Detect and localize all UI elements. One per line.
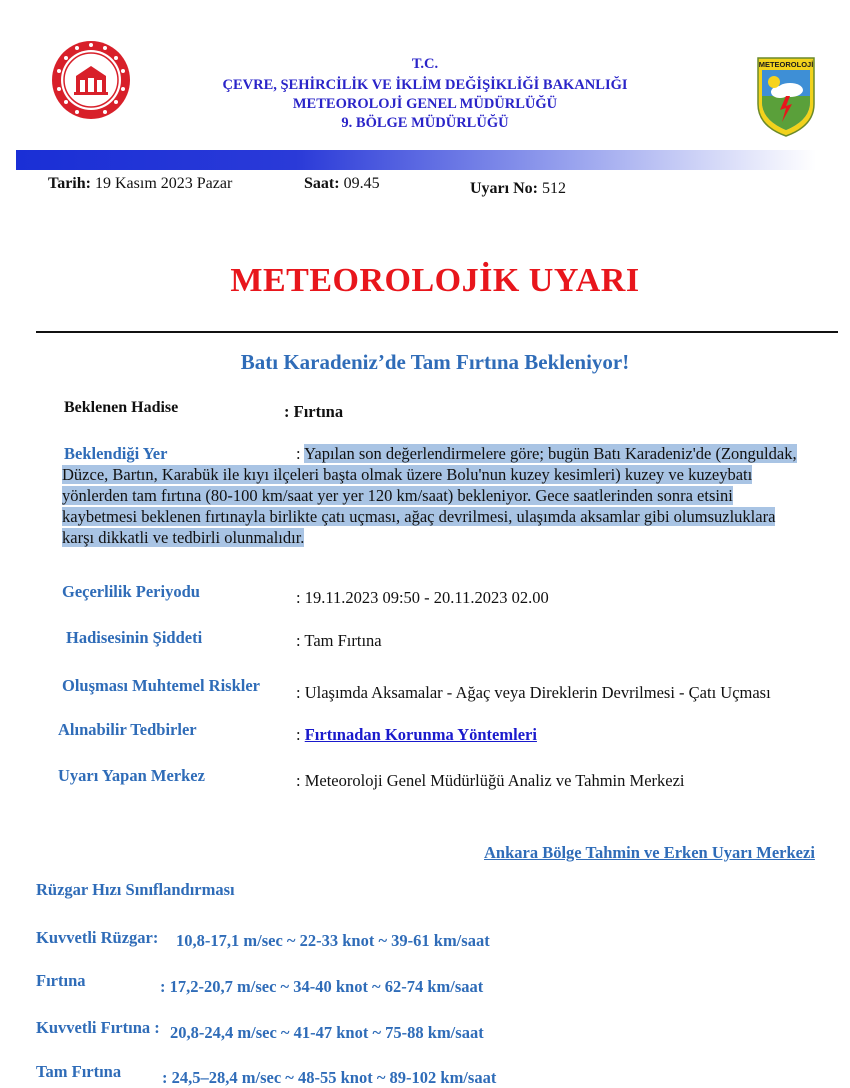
wind-row-name: Tam Fırtına	[36, 1062, 122, 1081]
severity-label: Hadisesinin Şiddeti	[66, 628, 203, 647]
alert-number-field	[470, 180, 566, 198]
alert-number-label: Uyarı No:	[470, 180, 538, 197]
wind-row-value: 10,8-17,1 m/sec ~ 22-33 knot ~ 39-61 km/saat	[176, 931, 490, 950]
date-field	[48, 175, 232, 193]
place-label: Beklendiği Yer	[64, 444, 168, 463]
center-value: : Meteoroloji Genel Müdürlüğü Analiz ve Tahmin Merkezi	[296, 771, 685, 790]
center-label: Uyarı Yapan Merkez	[58, 766, 205, 785]
severity-value: : Tam Fırtına	[296, 631, 382, 650]
event-label: Beklenen Hadise	[64, 399, 179, 416]
document-title: METEOROLOJİK UYARI	[230, 262, 640, 299]
risks-value: : Ulaşımda Aksamalar - Ağaç veya Direklerin Devrilmesi - Çatı Uçması	[296, 683, 771, 702]
header-line-tc: T.C.	[411, 56, 439, 72]
place-line-4: kaybetmesi beklenen fırtınayla birlikte çatı uçması, ağaç devrilmesi, ulaşımda aksamlar gibi olumsuzluklara	[62, 507, 776, 526]
wind-row-value: : 24,5–28,4 m/sec ~ 48-55 knot ~ 89-102 km/saat	[162, 1068, 497, 1087]
wind-row-value: : 17,2-20,7 m/sec ~ 34-40 knot ~ 62-74 km/saat	[160, 977, 484, 996]
title-divider	[36, 331, 838, 333]
time-label: Saat:	[304, 175, 340, 192]
wind-row-name: Kuvvetli Rüzgar:	[36, 928, 159, 947]
validity-label: Geçerlilik Periyodu	[62, 582, 200, 601]
wind-row-name: Kuvvetli Fırtına :	[36, 1018, 160, 1037]
place-line-5: karşı dikkatli ve tedbirli olunmalıdır.	[62, 528, 305, 547]
risks-label: Oluşması Muhtemel Riskler	[62, 676, 260, 695]
meteorology-logo-text: METEOROLOJİ	[758, 60, 814, 69]
wind-classification-title: Rüzgar Hızı Sınıflandırması	[36, 880, 235, 899]
time-field	[304, 175, 380, 193]
place-line-3: yönlerden tam fırtına (80-100 km/saat yer yer 120 km/saat) bekleniyor. Gece saatlerinden sonra etsini	[62, 486, 733, 505]
header-gradient-bar	[16, 150, 816, 170]
measures-colon: :	[296, 725, 305, 744]
place-description	[62, 443, 832, 548]
header-regional-office: 9. BÖLGE MÜDÜRLÜĞÜ	[341, 115, 509, 131]
place-line-1: Yapılan son değerlendirmelere göre; bugün Batı Karadeniz'de (Zonguldak,	[304, 444, 797, 463]
header-ministry: ÇEVRE, ŞEHİRCİLİK VE İKLİM DEĞİŞİKLİĞİ BAKANLIĞI	[222, 77, 628, 93]
protection-methods-link[interactable]: Fırtınadan Korunma Yöntemleri	[304, 725, 537, 744]
wind-row-value: 20,8-24,4 m/sec ~ 41-47 knot ~ 75-88 km/saat	[170, 1023, 484, 1042]
place-colon: :	[296, 444, 305, 463]
meteorology-logo	[756, 56, 816, 138]
place-line-2: Düzce, Bartın, Karabük ile kıyı ilçeleri başta olmak üzere Bolu'nun kuzey kesimleri) kuzey ve kuzeybatı	[62, 465, 753, 484]
validity-value: : 19.11.2023 09:50 - 20.11.2023 02.00	[296, 588, 549, 607]
date-label: Tarih:	[48, 175, 91, 192]
alert-number-value: 512	[537, 180, 566, 197]
measures-label: Alınabilir Tedbirler	[58, 720, 197, 739]
measures-field	[296, 725, 537, 745]
regional-center-link[interactable]: Ankara Bölge Tahmin ve Erken Uyarı Merkezi	[484, 843, 815, 862]
date-value: 19 Kasım 2023 Pazar	[90, 175, 233, 192]
event-value: : Fırtına	[284, 402, 344, 421]
time-value: 09.45	[339, 175, 380, 192]
warning-headline: Batı Karadeniz’de Tam Fırtına Bekleniyor!	[240, 350, 630, 374]
wind-row-name: Fırtına	[36, 971, 86, 990]
header-directorate: METEOROLOJİ GENEL MÜDÜRLÜĞÜ	[292, 96, 558, 112]
